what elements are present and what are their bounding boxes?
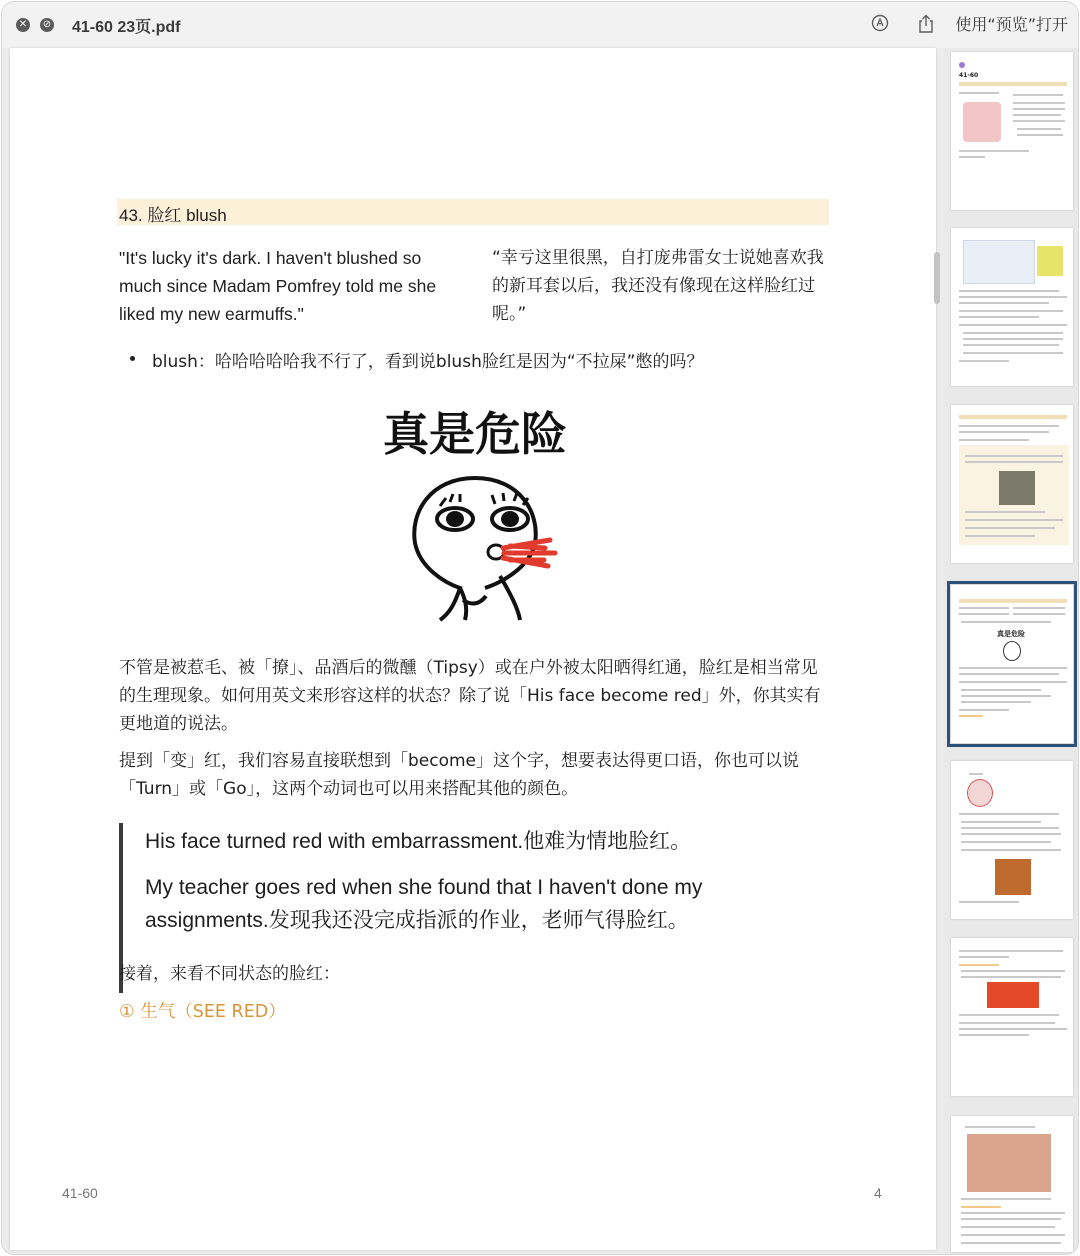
meme-caption: 真是危险: [383, 407, 567, 461]
share-icon[interactable]: [916, 14, 936, 34]
meme-face-drawing: [360, 398, 590, 628]
thumb-title: 41-60: [959, 72, 979, 79]
page-number: 4: [874, 1185, 882, 1201]
thumbnail-sidebar: [944, 48, 1078, 1254]
thumb-photo: [999, 471, 1035, 505]
bullet-dot: [130, 356, 135, 361]
markup-icon[interactable]: [870, 14, 890, 34]
page-thumbnail-6[interactable]: [951, 938, 1073, 1096]
minimize-icon[interactable]: ⊘: [40, 18, 54, 32]
thumb-photo: [1037, 246, 1063, 276]
bullet-text: blush：哈哈哈哈哈我不行了，看到说blush脸红是因为“不拉屎”憋的吗？: [152, 352, 704, 372]
pdf-window: [2, 2, 1078, 1254]
thumb-photo: [987, 982, 1039, 1008]
page-thumbnail-3[interactable]: [951, 405, 1073, 563]
open-in-preview-button[interactable]: 使用“预览”打开: [955, 15, 1068, 34]
thumb-screenshot: [963, 240, 1035, 284]
close-icon[interactable]: ✕: [16, 18, 30, 32]
page-thumbnail-1[interactable]: [951, 52, 1073, 210]
thumb-meme-face: [1003, 641, 1021, 661]
pdf-page: [10, 48, 936, 1250]
page-thumbnail-5[interactable]: [951, 761, 1073, 919]
example-sentence-2: My teacher goes red when she found that I haven't done my assignments.发现我还没完成指派的作业，老师气得脸红。: [145, 876, 703, 932]
scrollbar-thumb[interactable]: [934, 252, 940, 304]
page-thumbnail-2[interactable]: [951, 228, 1073, 386]
thumb-photo: [967, 1134, 1051, 1192]
paragraph-2: 提到「变」红，我们容易直接联想到「become」这个字，想要表达得更口语，你也可以说「Turn」或「Go」，这两个动词也可以用来搭配其他的颜色。: [119, 751, 800, 799]
paragraph-1: 不管是被惹毛、被「撩」、品酒后的微醺（Tipsy）或在户外被太阳晒得红通，脸红是相当常见的生理现象。如何用英文来形容这样的状态？除了说「His face become red」外，你其实有更地道的说法。: [119, 658, 821, 734]
page-thumbnail-7[interactable]: [951, 1116, 1073, 1252]
meme-image: [360, 398, 590, 628]
paragraph-3: 接着，来看不同状态的脸红：: [119, 964, 340, 984]
quote-english: "It's lucky it's dark. I haven't blushed so much since Madam Pomfrey told me she liked my new earmuffs.": [119, 248, 437, 324]
thumb-photo: [995, 859, 1031, 895]
page-thumbnail-4[interactable]: [951, 585, 1073, 743]
page-footer-left: 41-60: [62, 1185, 98, 1201]
section-heading: 43. 脸红 blush: [117, 199, 829, 225]
title-bar: [2, 2, 1078, 48]
example-sentence-1: His face turned red with embarrassment.他难为情地脸红。: [145, 830, 692, 853]
window-title: 41-60 23页.pdf: [72, 19, 181, 36]
thumb-photo: [963, 102, 1001, 142]
subheading-see-red: ① 生气（SEE RED）: [119, 1002, 286, 1022]
thumb-sticker: [967, 779, 993, 807]
thumb-logo-icon: [959, 62, 965, 68]
thumb-meme-caption: 真是危险: [997, 630, 1025, 638]
quote-chinese: “幸亏这里很黑，自打庞弗雷女士说她喜欢我的新耳套以后，我还没有像现在这样脸红过呢。”: [492, 248, 824, 324]
